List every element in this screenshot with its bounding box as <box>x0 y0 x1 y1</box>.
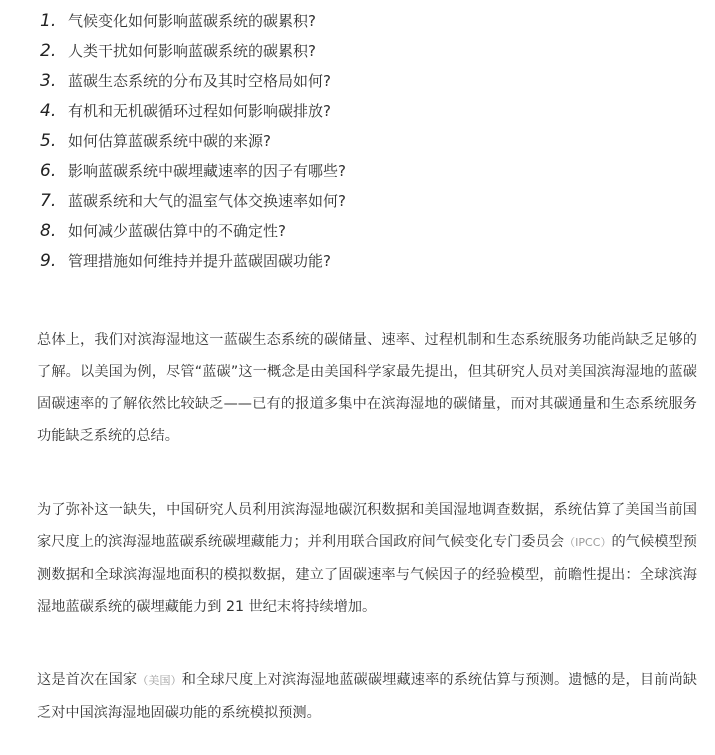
list-number: 5. <box>40 131 57 151</box>
list-number: 9. <box>40 251 57 271</box>
list-item <box>40 96 700 126</box>
list-item <box>40 126 700 156</box>
list-text: 有机和无机碳循环过程如何影响碳排放? <box>68 102 331 120</box>
list-text: 蓝碳系统和大气的温室气体交换速率如何? <box>68 192 346 210</box>
list-text: 蓝碳生态系统的分布及其时空格局如何? <box>68 72 331 90</box>
country-note: （美国） <box>137 674 182 687</box>
paragraph-conclusion <box>37 664 697 729</box>
list-text: 管理措施如何维持并提升蓝碳固碳功能? <box>68 252 331 270</box>
list-number: 6. <box>40 161 57 181</box>
paragraph-summary: 总体上，我们对滨海湿地这一蓝碳生态系统的碳储量、速率、过程机制和生态系统服务功能尚缺乏足够的了解。以美国为例，尽管“蓝碳”这一概念是由美国科学家最先提出，但其研究人员对美国滨海湿地的蓝碳固碳速率的了解依然比较缺乏——已有的报道多集中在滨海湿地的碳储量，而对其碳通量和生态系统服务功能缺乏系统的总结。 <box>37 332 697 444</box>
list-number: 1. <box>40 11 57 31</box>
ipcc-note: （IPCC） <box>564 536 612 549</box>
list-item <box>40 216 700 246</box>
list-number: 2. <box>40 41 57 61</box>
list-number: 7. <box>40 191 57 211</box>
paragraph-china-research <box>37 494 697 623</box>
list-text: 人类干扰如何影响蓝碳系统的碳累积? <box>68 42 316 60</box>
list-text: 影响蓝碳系统中碳埋藏速率的因子有哪些? <box>68 162 346 180</box>
question-list <box>40 6 700 276</box>
paragraph-text: 这是首次在国家 <box>37 672 138 688</box>
list-item <box>40 66 700 96</box>
list-text: 气候变化如何影响蓝碳系统的碳累积? <box>68 12 316 30</box>
list-item <box>40 186 700 216</box>
paragraph-text: 的气候模型预测数据和全球滨海湿地面积的模拟数据，建立了固碳速率与气候因子的经验模型，前瞻性提出：全球滨海湿地蓝碳系统的碳埋藏能力到 21 世纪末将持续增加。 <box>37 534 697 615</box>
list-item <box>40 6 700 36</box>
list-number: 3. <box>40 71 57 91</box>
list-number: 8. <box>40 221 57 241</box>
paragraph-text: 和全球尺度上对滨海湿地蓝碳碳埋藏速率的系统估算与预测。遗憾的是，目前尚缺乏对中国滨海湿地固碳功能的系统模拟预测。 <box>37 672 697 721</box>
list-number: 4. <box>40 101 57 121</box>
list-item <box>40 36 700 66</box>
paragraph-text: 为了弥补这一缺失，中国研究人员利用滨海湿地碳沉积数据和美国湿地调查数据，系统估算了美国当前国家尺度上的滨海湿地蓝碳系统碳埋藏能力；并利用联合国政府间气候变化专门委员会 <box>37 502 697 550</box>
list-text: 如何估算蓝碳系统中碳的来源? <box>68 132 271 150</box>
list-item <box>40 246 700 276</box>
list-item <box>40 156 700 186</box>
list-text: 如何减少蓝碳估算中的不确定性? <box>68 222 286 240</box>
